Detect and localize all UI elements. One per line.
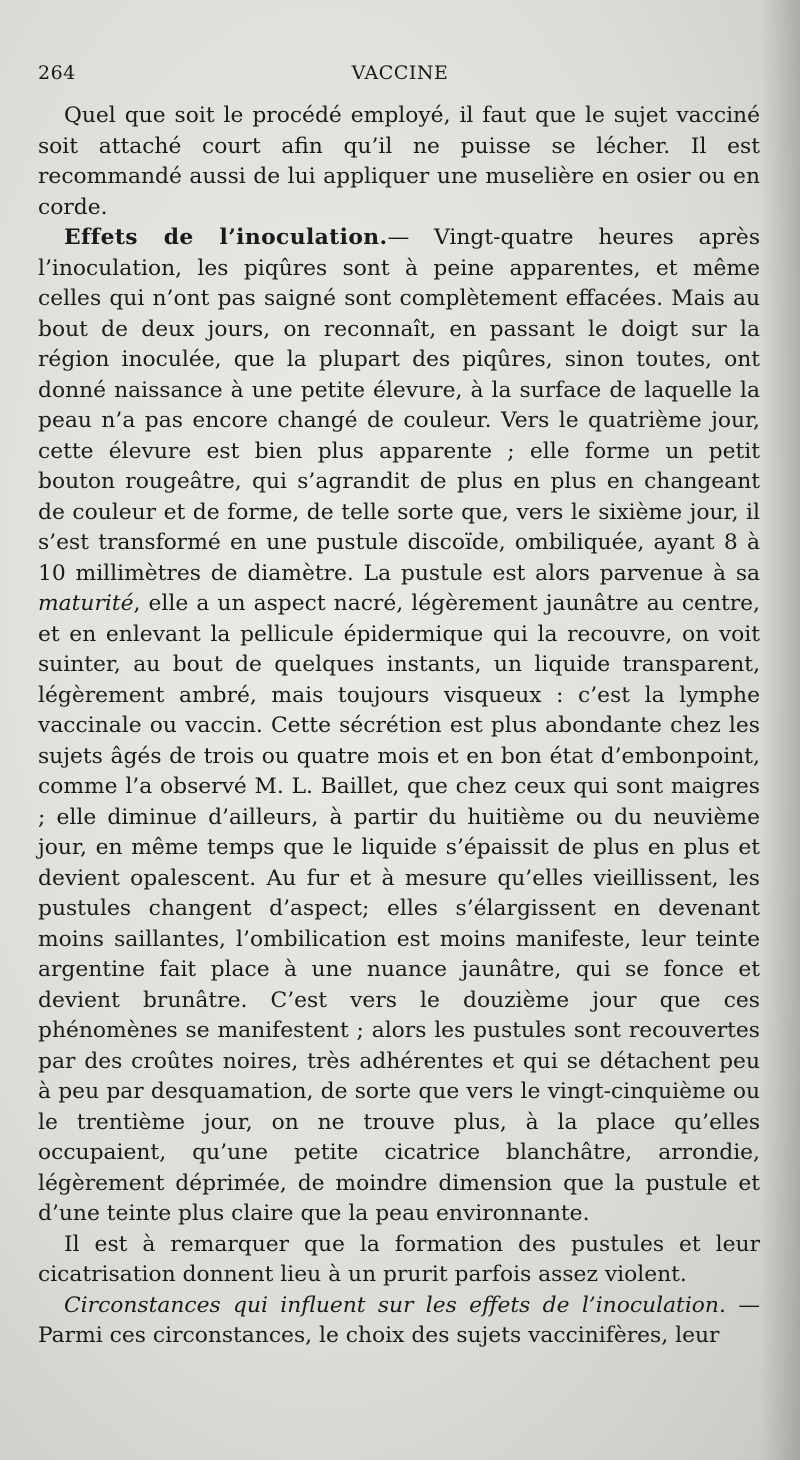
paragraph-effects (38, 223, 760, 1230)
paragraph-text: Il est à remarquer que la formation des pustules et leur cicatrisation donnent lieu à un prurit parfois assez violent. (38, 1231, 760, 1287)
paragraph-text: — Vingt-quatre heures après l’inoculation, les piqûres sont à peine apparentes, et même celles qui n’ont pas saigné sont complètement effacées. Mais au bout de deux jours, on reconnaît, en passant le doigt sur la région inoculée, que la plupart des piqûres, sinon toutes, ont donné naissance à une petite élevure, à la surface de laquelle la peau n’a pas encore changé de couleur. Vers le quatrième jour, cette élevure est bien plus apparente ; elle forme un petit bouton rougeâtre, qui s’agrandit de plus en plus en changeant de couleur et de forme, de telle sorte que, vers le sixième jour, il s’est transformé en une pustule discoïde, ombiliquée, ayant 8 à 10 millimètres de diamètre. La pustule est alors parvenue à sa (38, 225, 760, 586)
section-heading: Effets de l’inoculation. (64, 225, 388, 250)
page-number: 264 (38, 62, 76, 84)
paragraph-procedure (38, 101, 760, 223)
running-head (38, 62, 762, 88)
paragraph-text: Quel que soit le procédé employé, il faut que le sujet vacciné soit attaché court afin qu’il ne puisse se lécher. Il est recommandé aussi de lui appliquer une muselière en osier ou en corde. (38, 103, 760, 220)
paragraph-prurit (38, 1230, 760, 1291)
subsection-heading: Circonstances qui influent sur les effets de l’inoculation. (64, 1292, 726, 1318)
running-title: VACCINE (351, 62, 449, 84)
body-text (38, 101, 760, 1352)
paragraph-text: — Parmi ces circonstances, le choix des sujets vaccinifères, leur (38, 1292, 760, 1348)
paragraph-circumstances (38, 1291, 760, 1352)
emphasis-text: maturité (38, 591, 134, 616)
paragraph-text: , elle a un aspect nacré, légèrement jaunâtre au centre, et en enlevant la pellicule épidermique qui la recouvre, on voit suinter, au bout de quelques instants, un liquide transparent, légèrement ambré, mais toujours visqueux : c’est la lymphe vaccinale ou vaccin. Cette sécrétion est plus abondante chez les sujets âgés de trois ou quatre mois et en bon état d’embonpoint, comme l’a observé M. L. Baillet, que chez ceux qui sont maigres ; elle diminue d’ailleurs, à partir du huitième ou du neuvième jour, en même temps que le liquide s’épaissit de plus en plus et devient opalescent. Au fur et à mesure qu’elles vieillissent, les pustules changent d’aspect; elles s’élargissent en devenant moins saillantes, l’ombilication est moins manifeste, leur teinte argentine fait place à une nuance jaunâtre, qui se fonce et devient brunâtre. C’est vers le douzième jour que ces phénomènes se manifestent ; alors les pustules sont recouvertes par des croûtes noires, très adhérentes et qui se détachent peu à peu par desquamation, de sorte que vers le vingt-cinquième ou le trentième jour, on ne trouve plus, à la place qu’elles occupaient, qu’une petite cicatrice blanchâtre, arrondie, légèrement déprimée, de moindre dimension que la pustule et d’une teinte plus claire que la peau environnante. (38, 591, 760, 1226)
